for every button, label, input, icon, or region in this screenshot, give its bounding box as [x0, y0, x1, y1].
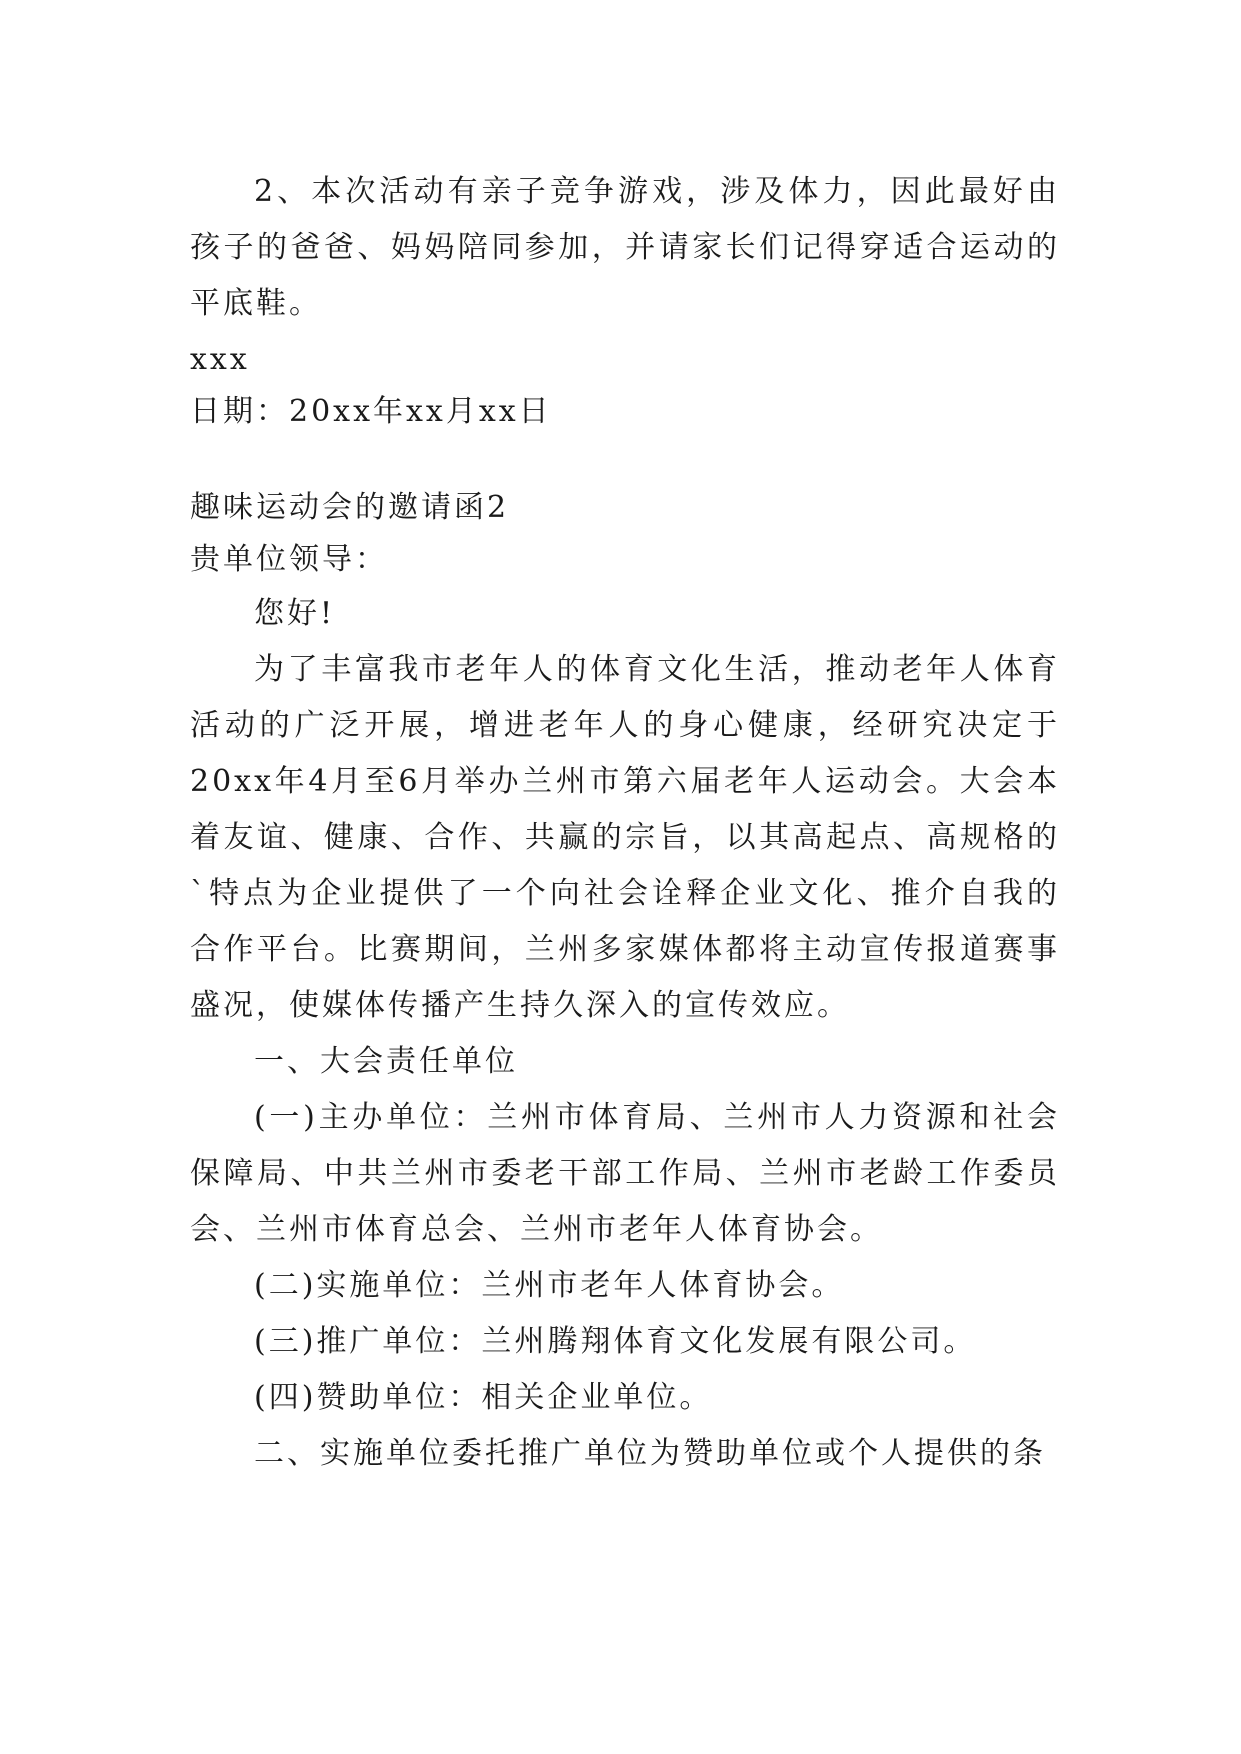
signer: xxx: [190, 342, 250, 377]
greeting: 您好!: [254, 596, 336, 631]
paragraph-activity-note: 2、本次活动有亲子竞争游戏，涉及体力，因此最好由孩子的爸爸、妈妈陪同参加，并请家长们记得穿适合运动的平底鞋。: [190, 174, 1060, 321]
section-title: 趣味运动会的邀请函2: [190, 490, 510, 525]
date-line: 日期：20xx年xx月xx日: [190, 394, 552, 429]
item-implementing-unit: (二)实施单位：兰州市老年人体育协会。: [254, 1268, 845, 1303]
heading-sponsorship-terms: 二、实施单位委托推广单位为赞助单位或个人提供的条: [254, 1436, 1046, 1471]
heading-responsible-units: 一、大会责任单位: [254, 1044, 518, 1079]
item-promotion-unit: (三)推广单位：兰州腾翔体育文化发展有限公司。: [254, 1324, 977, 1359]
item-sponsor-units: (四)赞助单位：相关企业单位。: [254, 1380, 713, 1415]
salutation: 贵单位领导：: [190, 542, 388, 577]
item-host-units: (一)主办单位：兰州市体育局、兰州市人力资源和社会保障局、中共兰州市委老干部工作局、兰州市老龄工作委员会、兰州市体育总会、兰州市老年人体育协会。: [190, 1100, 1060, 1247]
document-body: [190, 164, 1060, 1482]
paragraph-introduction: 为了丰富我市老年人的体育文化生活，推动老年人体育活动的广泛开展，增进老年人的身心健康，经研究决定于20xx年4月至6月举办兰州市第六届老年人运动会。大会本着友谊、健康、合作、共赢的宗旨，以其高起点、高规格的`特点为企业提供了一个向社会诠释企业文化、推介自我的合作平台。比赛期间，兰州多家媒体都将主动宣传报道赛事盛况，使媒体传播产生持久深入的宣传效应。: [190, 652, 1060, 1023]
